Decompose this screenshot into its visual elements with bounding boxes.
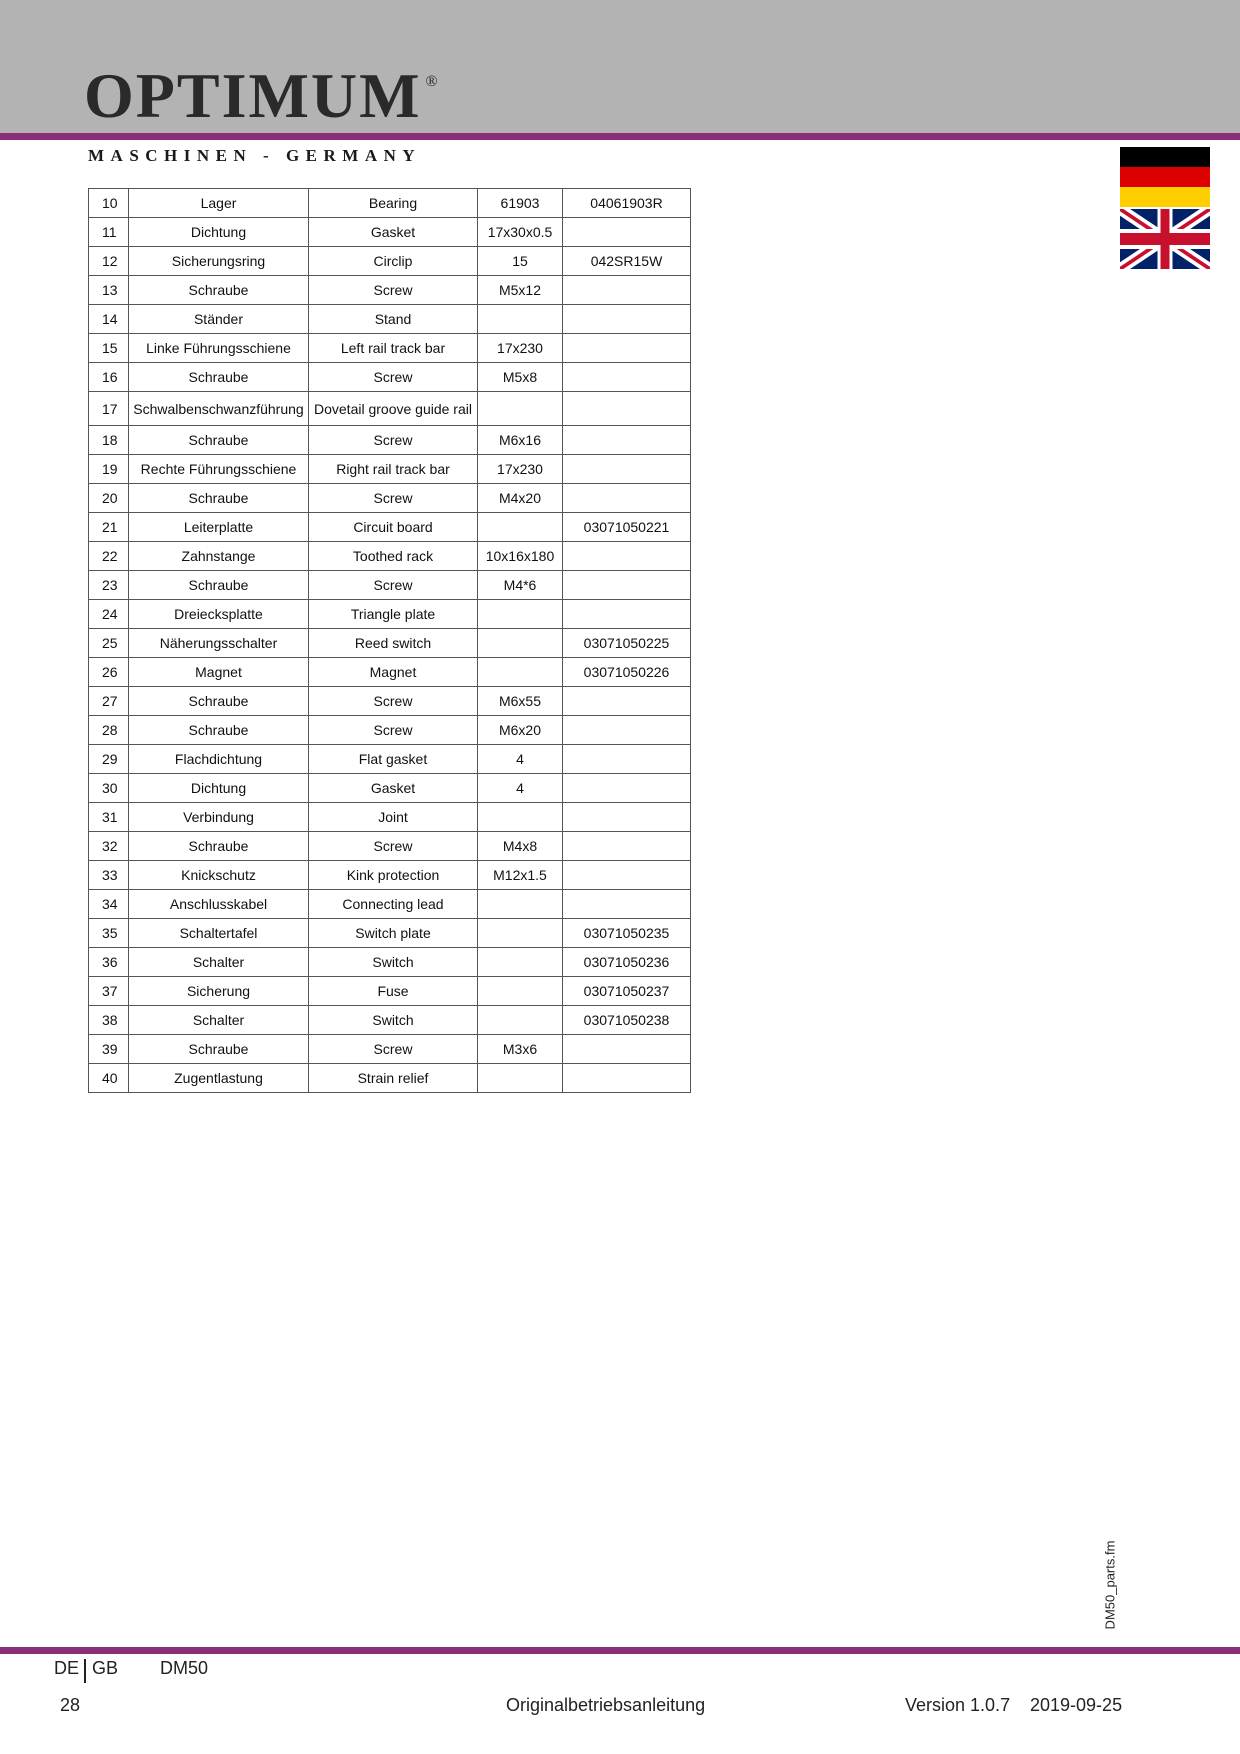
cell-name-de: Dreiecksplatte [129,600,309,629]
footer-rule [0,1647,1240,1654]
cell-size [478,919,563,948]
cell-position: 15 [89,334,129,363]
cell-article-number: 04061903R [563,189,691,218]
cell-position: 13 [89,276,129,305]
cell-position: 17 [89,392,129,426]
cell-position: 12 [89,247,129,276]
cell-name-de: Flachdichtung [129,745,309,774]
cell-position: 16 [89,363,129,392]
document-title: Originalbetriebsanleitung [506,1695,706,1715]
table-row [89,977,691,1006]
cell-name-en: Dovetail groove guide rail [309,392,478,426]
cell-name-en: Switch [309,948,478,977]
cell-position: 28 [89,716,129,745]
table-row [89,276,691,305]
cell-article-number: 042SR15W [563,247,691,276]
source-filename [1100,1535,1120,1635]
table-row [89,426,691,455]
cell-article-number [563,745,691,774]
cell-position: 18 [89,426,129,455]
cell-article-number [563,392,691,426]
cell-position: 27 [89,687,129,716]
table-row [89,861,691,890]
cell-position: 21 [89,513,129,542]
cell-name-de: Linke Führungsschiene [129,334,309,363]
cell-size: M6x20 [478,716,563,745]
table-row [89,218,691,247]
header-rule [0,133,1240,140]
page-number: 28 [60,1695,81,1715]
cell-article-number [563,218,691,247]
cell-name-de: Magnet [129,658,309,687]
table-row [89,919,691,948]
table-row [89,948,691,977]
cell-size [478,1064,563,1093]
cell-position: 23 [89,571,129,600]
cell-name-en: Switch [309,1006,478,1035]
cell-size [478,513,563,542]
cell-article-number [563,774,691,803]
cell-name-de: Sicherung [129,977,309,1006]
cell-name-de: Dichtung [129,218,309,247]
cell-article-number [563,803,691,832]
cell-article-number [563,687,691,716]
language-gb: GB [92,1658,119,1678]
cell-name-en: Screw [309,571,478,600]
cell-name-en: Circlip [309,247,478,276]
cell-position: 29 [89,745,129,774]
cell-article-number [563,1035,691,1064]
cell-name-de: Lager [129,189,309,218]
cell-name-en: Screw [309,276,478,305]
cell-position: 20 [89,484,129,513]
cell-size: 17x30x0.5 [478,218,563,247]
cell-name-de: Anschlusskabel [129,890,309,919]
cell-article-number [563,305,691,334]
cell-size: M5x8 [478,363,563,392]
cell-article-number [563,334,691,363]
table-row [89,774,691,803]
cell-name-en: Screw [309,1035,478,1064]
cell-size: M5x12 [478,276,563,305]
table-row [89,658,691,687]
cell-name-en: Bearing [309,189,478,218]
cell-size [478,600,563,629]
document-date: 2019-09-25 [1030,1695,1123,1715]
cell-name-de: Schwalbenschwanzführung [129,392,309,426]
cell-name-de: Knickschutz [129,861,309,890]
cell-name-en: Magnet [309,658,478,687]
cell-name-en: Fuse [309,977,478,1006]
cell-name-en: Stand [309,305,478,334]
cell-article-number [563,571,691,600]
uk-flag-icon[interactable] [1120,209,1210,269]
cell-article-number [563,363,691,392]
table-row [89,600,691,629]
cell-size [478,305,563,334]
cell-name-de: Schraube [129,276,309,305]
source-filename-text: DM50_parts.fm [1102,1540,1118,1630]
cell-position: 22 [89,542,129,571]
table-row [89,542,691,571]
brand-name: OPTIMUM [84,60,422,131]
cell-name-de: Schraube [129,716,309,745]
registered-mark: ® [425,73,440,90]
cell-article-number [563,716,691,745]
cell-article-number [563,890,691,919]
table-row [89,571,691,600]
cell-article-number [563,484,691,513]
cell-name-en: Triangle plate [309,600,478,629]
table-row [89,890,691,919]
cell-size: 15 [478,247,563,276]
cell-name-de: Näherungsschalter [129,629,309,658]
table-row [89,745,691,774]
cell-size [478,629,563,658]
document-version: Version 1.0.7 [905,1695,1011,1715]
cell-position: 10 [89,189,129,218]
cell-position: 30 [89,774,129,803]
table-row [89,305,691,334]
cell-name-en: Switch plate [309,919,478,948]
cell-size: M4*6 [478,571,563,600]
table-row [89,629,691,658]
cell-size: M6x55 [478,687,563,716]
cell-size [478,1006,563,1035]
cell-name-de: Rechte Führungsschiene [129,455,309,484]
cell-name-de: Schraube [129,1035,309,1064]
cell-article-number: 03071050237 [563,977,691,1006]
cell-size [478,658,563,687]
cell-name-de: Schraube [129,426,309,455]
language-separator [84,1659,86,1683]
cell-name-de: Zugentlastung [129,1064,309,1093]
table-row [89,513,691,542]
cell-size: M3x6 [478,1035,563,1064]
cell-position: 38 [89,1006,129,1035]
cell-size: 17x230 [478,455,563,484]
cell-position: 31 [89,803,129,832]
cell-name-en: Left rail track bar [309,334,478,363]
cell-position: 32 [89,832,129,861]
cell-name-en: Gasket [309,774,478,803]
cell-article-number [563,600,691,629]
brand-tagline: MASCHINEN - GERMANY [88,146,422,165]
cell-article-number [563,276,691,305]
cell-position: 36 [89,948,129,977]
cell-name-de: Dichtung [129,774,309,803]
cell-name-en: Reed switch [309,629,478,658]
table-row [89,334,691,363]
cell-size: M12x1.5 [478,861,563,890]
cell-position: 40 [89,1064,129,1093]
cell-article-number [563,1064,691,1093]
table-row [89,189,691,218]
cell-size: M4x20 [478,484,563,513]
cell-size: 10x16x180 [478,542,563,571]
cell-name-de: Schraube [129,571,309,600]
cell-size: M4x8 [478,832,563,861]
cell-name-en: Screw [309,716,478,745]
cell-article-number: 03071050225 [563,629,691,658]
cell-position: 19 [89,455,129,484]
cell-name-en: Strain relief [309,1064,478,1093]
cell-name-de: Schraube [129,484,309,513]
cell-position: 37 [89,977,129,1006]
cell-size: M6x16 [478,426,563,455]
cell-name-en: Connecting lead [309,890,478,919]
cell-size [478,948,563,977]
cell-name-de: Schraube [129,363,309,392]
cell-size [478,392,563,426]
cell-position: 25 [89,629,129,658]
cell-position: 24 [89,600,129,629]
parts-table [88,188,691,1093]
cell-position: 34 [89,890,129,919]
table-row [89,716,691,745]
table-row [89,687,691,716]
cell-article-number: 03071050221 [563,513,691,542]
table-row [89,484,691,513]
cell-position: 11 [89,218,129,247]
brand-logo [84,60,440,131]
cell-name-en: Screw [309,687,478,716]
language-de: DE [54,1658,80,1678]
cell-size: 17x230 [478,334,563,363]
cell-name-en: Flat gasket [309,745,478,774]
cell-name-en: Screw [309,426,478,455]
cell-name-de: Leiterplatte [129,513,309,542]
cell-name-en: Screw [309,484,478,513]
cell-name-de: Sicherungsring [129,247,309,276]
german-flag-icon[interactable] [1120,147,1210,207]
table-row [89,455,691,484]
table-row [89,1006,691,1035]
table-row [89,363,691,392]
cell-size [478,890,563,919]
cell-position: 39 [89,1035,129,1064]
cell-article-number [563,426,691,455]
table-row [89,803,691,832]
cell-article-number: 03071050236 [563,948,691,977]
cell-article-number [563,832,691,861]
cell-size: 4 [478,774,563,803]
cell-size [478,803,563,832]
model-name: DM50 [160,1658,209,1678]
cell-article-number: 03071050226 [563,658,691,687]
cell-name-en: Screw [309,832,478,861]
cell-name-en: Circuit board [309,513,478,542]
cell-article-number: 03071050238 [563,1006,691,1035]
cell-name-en: Kink protection [309,861,478,890]
cell-name-de: Schalter [129,948,309,977]
cell-article-number [563,861,691,890]
cell-name-en: Screw [309,363,478,392]
cell-name-en: Gasket [309,218,478,247]
cell-name-de: Ständer [129,305,309,334]
cell-name-en: Joint [309,803,478,832]
cell-size [478,977,563,1006]
cell-position: 26 [89,658,129,687]
table-row [89,832,691,861]
table-row [89,1035,691,1064]
cell-position: 33 [89,861,129,890]
cell-size: 61903 [478,189,563,218]
cell-name-en: Toothed rack [309,542,478,571]
table-row [89,392,691,426]
cell-name-de: Verbindung [129,803,309,832]
table-row [89,247,691,276]
cell-name-de: Schalter [129,1006,309,1035]
cell-size: 4 [478,745,563,774]
cell-name-en: Right rail track bar [309,455,478,484]
cell-name-de: Zahnstange [129,542,309,571]
cell-article-number [563,542,691,571]
cell-name-de: Schraube [129,832,309,861]
cell-article-number [563,455,691,484]
table-row [89,1064,691,1093]
cell-name-de: Schraube [129,687,309,716]
cell-article-number: 03071050235 [563,919,691,948]
cell-name-de: Schaltertafel [129,919,309,948]
cell-position: 35 [89,919,129,948]
cell-position: 14 [89,305,129,334]
